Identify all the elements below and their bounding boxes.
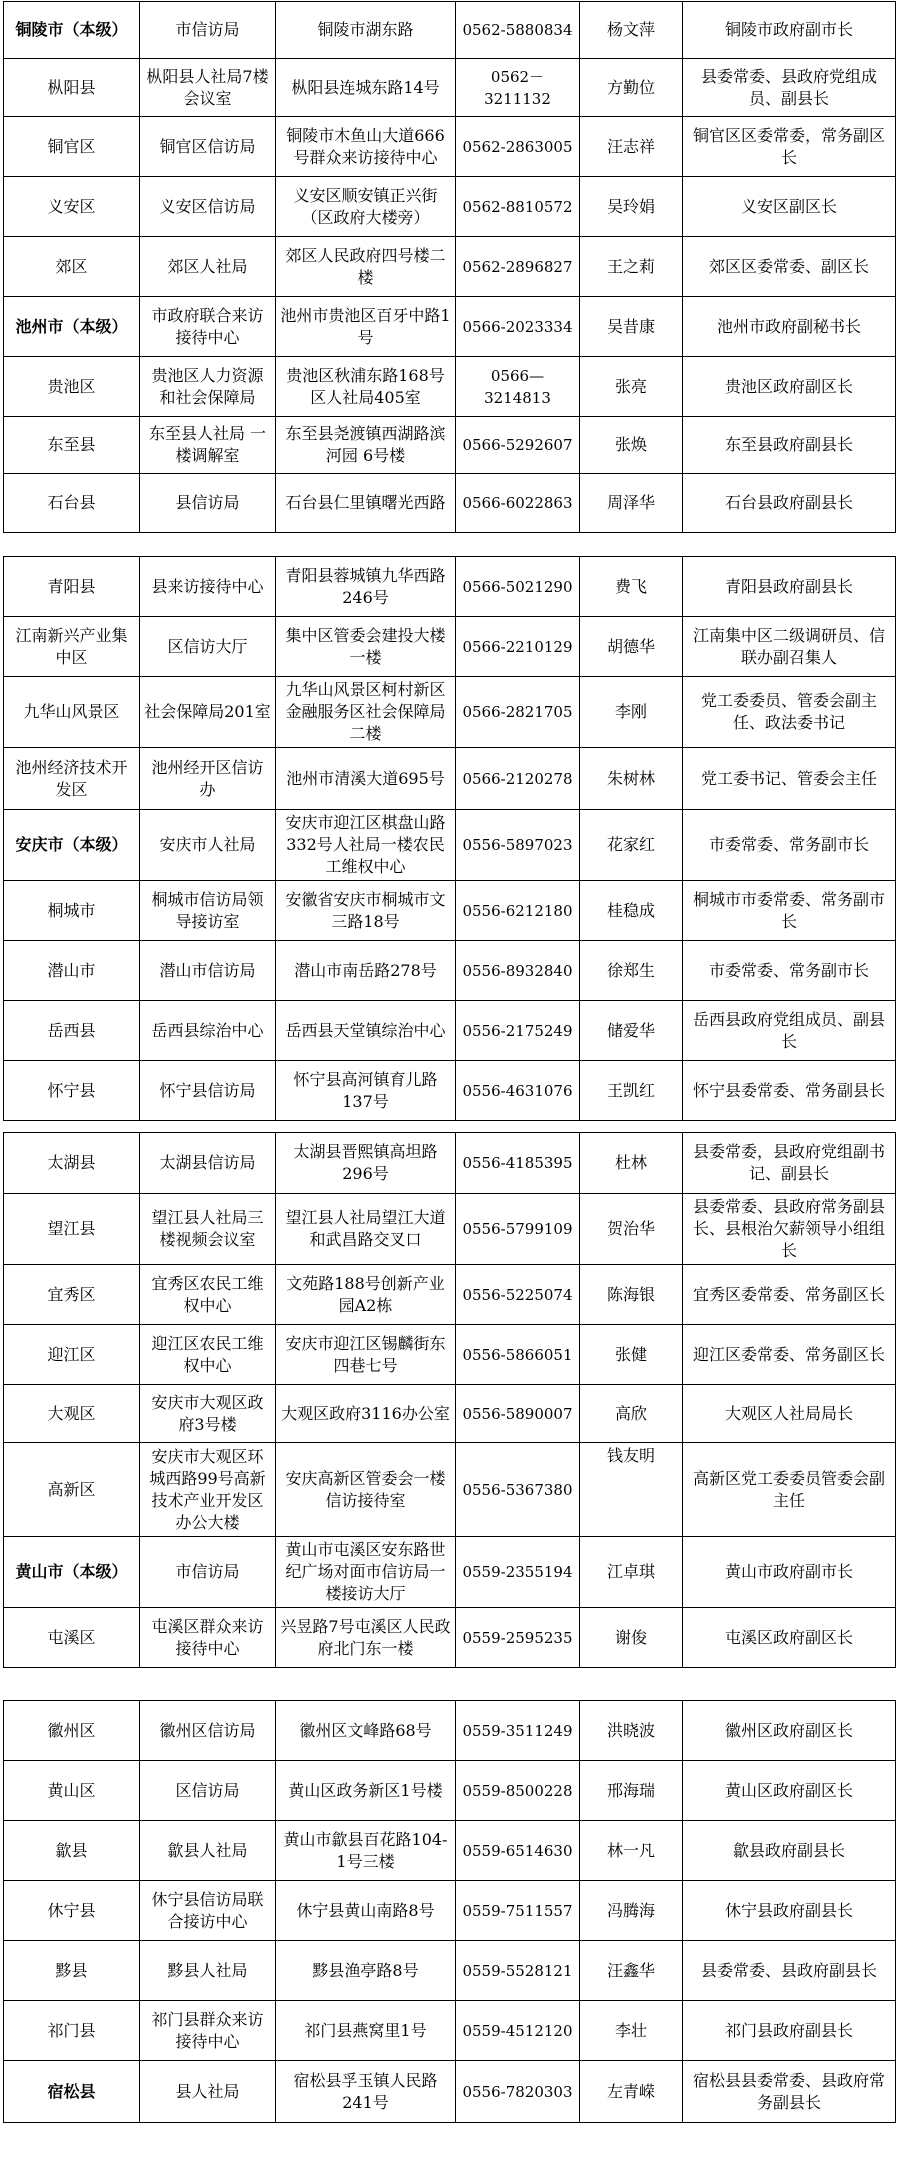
contact-name-cell: 费飞 bbox=[580, 557, 683, 617]
phone-cell: 0559-4512120 bbox=[456, 2001, 580, 2061]
contact-name-cell: 左青嵘 bbox=[580, 2061, 683, 2123]
phone-cell: 0556-2175249 bbox=[456, 1001, 580, 1061]
phone-cell: 0559-6514630 bbox=[456, 1821, 580, 1881]
region-cell: 迎江区 bbox=[4, 1325, 140, 1385]
contact-name-cell: 高欣 bbox=[580, 1385, 683, 1443]
region-cell: 池州市（本级） bbox=[4, 297, 140, 357]
table-row bbox=[4, 117, 896, 177]
position-cell: 市委常委、常务副市长 bbox=[683, 810, 896, 881]
phone-cell: 0559-2595235 bbox=[456, 1608, 580, 1668]
position-cell: 江南集中区二级调研员、信联办副召集人 bbox=[683, 617, 896, 677]
region-cell: 怀宁县 bbox=[4, 1061, 140, 1121]
region-cell: 郊区 bbox=[4, 237, 140, 297]
phone-cell: 0566-5292607 bbox=[456, 417, 580, 474]
phone-cell: 0556-5799109 bbox=[456, 1194, 580, 1265]
office-cell: 迎江区农民工维权中心 bbox=[140, 1325, 276, 1385]
office-cell: 社会保障局201室 bbox=[140, 677, 276, 748]
phone-cell: 0566-6022863 bbox=[456, 474, 580, 533]
table-row bbox=[4, 297, 896, 357]
contact-name-cell: 花家红 bbox=[580, 810, 683, 881]
position-cell: 池州市政府副秘书长 bbox=[683, 297, 896, 357]
position-cell: 宿松县县委常委、县政府常务副县长 bbox=[683, 2061, 896, 2123]
region-cell: 安庆市（本级） bbox=[4, 810, 140, 881]
address-cell: 黄山市歙县百花路104-1号三楼 bbox=[276, 1821, 456, 1881]
address-cell: 徽州区文峰路68号 bbox=[276, 1701, 456, 1761]
address-cell: 东至县尧渡镇西湖路滨河园 6号楼 bbox=[276, 417, 456, 474]
address-cell: 兴昱路7号屯溪区人民政府北门东一楼 bbox=[276, 1608, 456, 1668]
office-cell: 市信访局 bbox=[140, 1537, 276, 1608]
region-cell: 铜陵市（本级） bbox=[4, 2, 140, 59]
phone-cell: 0556-5866051 bbox=[456, 1325, 580, 1385]
address-cell: 安庆高新区管委会一楼信访接待室 bbox=[276, 1443, 456, 1537]
office-cell: 休宁县信访局联合接访中心 bbox=[140, 1881, 276, 1941]
office-cell: 安庆市大观区环城西路99号高新技术产业开发区办公大楼 bbox=[140, 1443, 276, 1537]
position-cell: 岳西县政府党组成员、副县长 bbox=[683, 1001, 896, 1061]
position-cell: 石台县政府副县长 bbox=[683, 474, 896, 533]
office-cell: 怀宁县信访局 bbox=[140, 1061, 276, 1121]
region-cell: 岳西县 bbox=[4, 1001, 140, 1061]
position-cell: 青阳县政府副县长 bbox=[683, 557, 896, 617]
table-row bbox=[4, 1061, 896, 1121]
phone-cell: 0559-8500228 bbox=[456, 1761, 580, 1821]
position-cell: 大观区人社局局长 bbox=[683, 1385, 896, 1443]
phone-cell: 0566—3214813 bbox=[456, 357, 580, 417]
phone-cell: 0562－3211132 bbox=[456, 59, 580, 117]
position-cell: 高新区党工委委员管委会副主任 bbox=[683, 1443, 896, 1537]
table-row bbox=[4, 881, 896, 941]
address-cell: 宿松县孚玉镇人民路241号 bbox=[276, 2061, 456, 2123]
phone-cell: 0556-5367380 bbox=[456, 1443, 580, 1537]
phone-cell: 0556-4185395 bbox=[456, 1133, 580, 1194]
table-row bbox=[4, 1537, 896, 1608]
contact-table-section-2 bbox=[3, 556, 896, 1121]
phone-cell: 0559-3511249 bbox=[456, 1701, 580, 1761]
phone-cell: 0556-5890007 bbox=[456, 1385, 580, 1443]
office-cell: 义安区信访局 bbox=[140, 177, 276, 237]
office-cell: 枞阳县人社局7楼会议室 bbox=[140, 59, 276, 117]
contact-name-cell: 冯腾海 bbox=[580, 1881, 683, 1941]
region-cell: 黄山区 bbox=[4, 1761, 140, 1821]
table-row bbox=[4, 1608, 896, 1668]
office-cell: 区信访局 bbox=[140, 1761, 276, 1821]
table-row bbox=[4, 237, 896, 297]
region-cell: 望江县 bbox=[4, 1194, 140, 1265]
office-cell: 池州经开区信访办 bbox=[140, 748, 276, 810]
region-cell: 枞阳县 bbox=[4, 59, 140, 117]
office-cell: 桐城市信访局领导接访室 bbox=[140, 881, 276, 941]
position-cell: 怀宁县委常委、常务副县长 bbox=[683, 1061, 896, 1121]
office-cell: 潜山市信访局 bbox=[140, 941, 276, 1001]
address-cell: 贵池区秋浦东路168号区人社局405室 bbox=[276, 357, 456, 417]
address-cell: 池州市清溪大道695号 bbox=[276, 748, 456, 810]
address-cell: 枞阳县连城东路14号 bbox=[276, 59, 456, 117]
phone-cell: 0556-4631076 bbox=[456, 1061, 580, 1121]
table-row bbox=[4, 417, 896, 474]
address-cell: 太湖县晋熙镇高坦路296号 bbox=[276, 1133, 456, 1194]
address-cell: 安徽省安庆市桐城市文三路18号 bbox=[276, 881, 456, 941]
position-cell: 歙县政府副县长 bbox=[683, 1821, 896, 1881]
address-cell: 安庆市迎江区锡麟街东四巷七号 bbox=[276, 1325, 456, 1385]
office-cell: 祁门县群众来访接待中心 bbox=[140, 2001, 276, 2061]
address-cell: 文苑路188号创新产业园A2栋 bbox=[276, 1265, 456, 1325]
position-cell: 桐城市市委常委、常务副市长 bbox=[683, 881, 896, 941]
position-cell: 休宁县政府副县长 bbox=[683, 1881, 896, 1941]
office-cell: 县来访接待中心 bbox=[140, 557, 276, 617]
position-cell: 县委常委、县政府副县长 bbox=[683, 1941, 896, 2001]
region-cell: 徽州区 bbox=[4, 1701, 140, 1761]
table-row bbox=[4, 59, 896, 117]
phone-cell: 0559-2355194 bbox=[456, 1537, 580, 1608]
region-cell: 黄山市（本级） bbox=[4, 1537, 140, 1608]
contact-name-cell: 朱树林 bbox=[580, 748, 683, 810]
phone-cell: 0556-5897023 bbox=[456, 810, 580, 881]
table-row bbox=[4, 2001, 896, 2061]
region-cell: 大观区 bbox=[4, 1385, 140, 1443]
region-cell: 歙县 bbox=[4, 1821, 140, 1881]
contact-name-cell: 吴玲娟 bbox=[580, 177, 683, 237]
table-row bbox=[4, 474, 896, 533]
phone-cell: 0566-5021290 bbox=[456, 557, 580, 617]
contact-name-cell: 钱友明 bbox=[580, 1443, 683, 1537]
office-cell: 县人社局 bbox=[140, 2061, 276, 2123]
table-row bbox=[4, 1265, 896, 1325]
address-cell: 青阳县蓉城镇九华西路246号 bbox=[276, 557, 456, 617]
contact-name-cell: 张健 bbox=[580, 1325, 683, 1385]
table-row bbox=[4, 1325, 896, 1385]
contact-name-cell: 林一凡 bbox=[580, 1821, 683, 1881]
table-row bbox=[4, 677, 896, 748]
office-cell: 安庆市大观区政府3号楼 bbox=[140, 1385, 276, 1443]
table-row bbox=[4, 557, 896, 617]
table-row bbox=[4, 617, 896, 677]
phone-cell: 0559-5528121 bbox=[456, 1941, 580, 2001]
table-row bbox=[4, 1385, 896, 1443]
region-cell: 屯溪区 bbox=[4, 1608, 140, 1668]
table-row bbox=[4, 1761, 896, 1821]
contact-name-cell: 杜林 bbox=[580, 1133, 683, 1194]
contact-name-cell: 周泽华 bbox=[580, 474, 683, 533]
address-cell: 铜陵市木鱼山大道666号群众来访接待中心 bbox=[276, 117, 456, 177]
region-cell: 宿松县 bbox=[4, 2061, 140, 2123]
office-cell: 东至县人社局 一楼调解室 bbox=[140, 417, 276, 474]
contact-table-section-3 bbox=[3, 1132, 896, 1668]
contact-name-cell: 汪鑫华 bbox=[580, 1941, 683, 2001]
contact-name-cell: 桂稳成 bbox=[580, 881, 683, 941]
table-row bbox=[4, 1701, 896, 1761]
office-cell: 太湖县信访局 bbox=[140, 1133, 276, 1194]
contact-name-cell: 吴昔康 bbox=[580, 297, 683, 357]
address-cell: 黄山区政务新区1号楼 bbox=[276, 1761, 456, 1821]
table-row bbox=[4, 1821, 896, 1881]
office-cell: 铜官区信访局 bbox=[140, 117, 276, 177]
position-cell: 县委常委、县政府党组成员、副县长 bbox=[683, 59, 896, 117]
contact-name-cell: 陈海银 bbox=[580, 1265, 683, 1325]
table-row bbox=[4, 1881, 896, 1941]
address-cell: 潜山市南岳路278号 bbox=[276, 941, 456, 1001]
address-cell: 铜陵市湖东路 bbox=[276, 2, 456, 59]
office-cell: 区信访大厅 bbox=[140, 617, 276, 677]
table-row bbox=[4, 2061, 896, 2123]
address-cell: 集中区管委会建投大楼一楼 bbox=[276, 617, 456, 677]
position-cell: 党工委书记、管委会主任 bbox=[683, 748, 896, 810]
phone-cell: 0556-8932840 bbox=[456, 941, 580, 1001]
phone-cell: 0566-2821705 bbox=[456, 677, 580, 748]
region-cell: 义安区 bbox=[4, 177, 140, 237]
contact-table-section-1 bbox=[3, 1, 896, 533]
position-cell: 县委常委，县政府党组副书记、副县长 bbox=[683, 1133, 896, 1194]
contact-name-cell: 张亮 bbox=[580, 357, 683, 417]
position-cell: 郊区区委常委、副区长 bbox=[683, 237, 896, 297]
office-cell: 贵池区人力资源和社会保障局 bbox=[140, 357, 276, 417]
office-cell: 望江县人社局三楼视频会议室 bbox=[140, 1194, 276, 1265]
address-cell: 岳西县天堂镇综治中心 bbox=[276, 1001, 456, 1061]
contact-name-cell: 王凯红 bbox=[580, 1061, 683, 1121]
position-cell: 屯溪区政府副区长 bbox=[683, 1608, 896, 1668]
contact-name-cell: 江卓琪 bbox=[580, 1537, 683, 1608]
address-cell: 安庆市迎江区棋盘山路332号人社局一楼农民工维权中心 bbox=[276, 810, 456, 881]
table-row bbox=[4, 1194, 896, 1265]
contact-name-cell: 储爱华 bbox=[580, 1001, 683, 1061]
address-cell: 休宁县黄山南路8号 bbox=[276, 1881, 456, 1941]
contact-name-cell: 胡德华 bbox=[580, 617, 683, 677]
position-cell: 东至县政府副县长 bbox=[683, 417, 896, 474]
office-cell: 县信访局 bbox=[140, 474, 276, 533]
phone-cell: 0562-8810572 bbox=[456, 177, 580, 237]
table-row bbox=[4, 177, 896, 237]
address-cell: 池州市贵池区百牙中路1号 bbox=[276, 297, 456, 357]
contact-table-section-4 bbox=[3, 1700, 896, 2123]
region-cell: 九华山风景区 bbox=[4, 677, 140, 748]
table-row bbox=[4, 2, 896, 59]
office-cell: 市政府联合来访接待中心 bbox=[140, 297, 276, 357]
phone-cell: 0556-7820303 bbox=[456, 2061, 580, 2123]
contact-name-cell: 洪晓波 bbox=[580, 1701, 683, 1761]
table-row bbox=[4, 357, 896, 417]
phone-cell: 0556-5225074 bbox=[456, 1265, 580, 1325]
contact-name-cell: 李刚 bbox=[580, 677, 683, 748]
contact-name-cell: 汪志祥 bbox=[580, 117, 683, 177]
position-cell: 铜官区区委常委，常务副区长 bbox=[683, 117, 896, 177]
position-cell: 黄山市政府副市长 bbox=[683, 1537, 896, 1608]
phone-cell: 0562-2896827 bbox=[456, 237, 580, 297]
address-cell: 怀宁县高河镇育儿路137号 bbox=[276, 1061, 456, 1121]
office-cell: 岳西县综治中心 bbox=[140, 1001, 276, 1061]
position-cell: 铜陵市政府副市长 bbox=[683, 2, 896, 59]
region-cell: 黟县 bbox=[4, 1941, 140, 2001]
region-cell: 潜山市 bbox=[4, 941, 140, 1001]
office-cell: 黟县人社局 bbox=[140, 1941, 276, 2001]
contact-name-cell: 邢海瑞 bbox=[580, 1761, 683, 1821]
office-cell: 歙县人社局 bbox=[140, 1821, 276, 1881]
address-cell: 石台县仁里镇曙光西路 bbox=[276, 474, 456, 533]
phone-cell: 0566-2120278 bbox=[456, 748, 580, 810]
office-cell: 宜秀区农民工维权中心 bbox=[140, 1265, 276, 1325]
region-cell: 休宁县 bbox=[4, 1881, 140, 1941]
address-cell: 义安区顺安镇正兴街（区政府大楼旁） bbox=[276, 177, 456, 237]
region-cell: 石台县 bbox=[4, 474, 140, 533]
region-cell: 桐城市 bbox=[4, 881, 140, 941]
contact-name-cell: 贺治华 bbox=[580, 1194, 683, 1265]
table-row bbox=[4, 1941, 896, 2001]
contact-name-cell: 徐郑生 bbox=[580, 941, 683, 1001]
table-row bbox=[4, 1133, 896, 1194]
position-cell: 宜秀区委常委、常务副区长 bbox=[683, 1265, 896, 1325]
table-row bbox=[4, 941, 896, 1001]
position-cell: 贵池区政府副区长 bbox=[683, 357, 896, 417]
position-cell: 迎江区委常委、常务副区长 bbox=[683, 1325, 896, 1385]
office-cell: 市信访局 bbox=[140, 2, 276, 59]
contact-name-cell: 杨文萍 bbox=[580, 2, 683, 59]
address-cell: 九华山风景区柯村新区金融服务区社会保障局二楼 bbox=[276, 677, 456, 748]
address-cell: 郊区人民政府四号楼二楼 bbox=[276, 237, 456, 297]
position-cell: 党工委委员、管委会副主任、政法委书记 bbox=[683, 677, 896, 748]
region-cell: 贵池区 bbox=[4, 357, 140, 417]
phone-cell: 0562-5880834 bbox=[456, 2, 580, 59]
table-row bbox=[4, 748, 896, 810]
phone-cell: 0562-2863005 bbox=[456, 117, 580, 177]
position-cell: 义安区副区长 bbox=[683, 177, 896, 237]
contact-name-cell: 王之莉 bbox=[580, 237, 683, 297]
region-cell: 太湖县 bbox=[4, 1133, 140, 1194]
address-cell: 黄山市屯溪区安东路世纪广场对面市信访局一楼接访大厅 bbox=[276, 1537, 456, 1608]
contact-name-cell: 李壮 bbox=[580, 2001, 683, 2061]
position-cell: 徽州区政府副区长 bbox=[683, 1701, 896, 1761]
position-cell: 黄山区政府副区长 bbox=[683, 1761, 896, 1821]
address-cell: 黟县渔亭路8号 bbox=[276, 1941, 456, 2001]
position-cell: 县委常委、县政府常务副县长、县根治欠薪领导小组组长 bbox=[683, 1194, 896, 1265]
region-cell: 东至县 bbox=[4, 417, 140, 474]
region-cell: 宜秀区 bbox=[4, 1265, 140, 1325]
region-cell: 铜官区 bbox=[4, 117, 140, 177]
contact-name-cell: 方勤位 bbox=[580, 59, 683, 117]
office-cell: 郊区人社局 bbox=[140, 237, 276, 297]
position-cell: 祁门县政府副县长 bbox=[683, 2001, 896, 2061]
table-row bbox=[4, 1443, 896, 1537]
region-cell: 高新区 bbox=[4, 1443, 140, 1537]
address-cell: 望江县人社局望江大道和武昌路交叉口 bbox=[276, 1194, 456, 1265]
phone-cell: 0566-2210129 bbox=[456, 617, 580, 677]
office-cell: 徽州区信访局 bbox=[140, 1701, 276, 1761]
address-cell: 大观区政府3116办公室 bbox=[276, 1385, 456, 1443]
phone-cell: 0556-6212180 bbox=[456, 881, 580, 941]
region-cell: 江南新兴产业集中区 bbox=[4, 617, 140, 677]
address-cell: 祁门县燕窝里1号 bbox=[276, 2001, 456, 2061]
region-cell: 青阳县 bbox=[4, 557, 140, 617]
phone-cell: 0566-2023334 bbox=[456, 297, 580, 357]
position-cell: 市委常委、常务副市长 bbox=[683, 941, 896, 1001]
region-cell: 池州经济技术开发区 bbox=[4, 748, 140, 810]
table-row bbox=[4, 810, 896, 881]
table-row bbox=[4, 1001, 896, 1061]
contact-name-cell: 谢俊 bbox=[580, 1608, 683, 1668]
phone-cell: 0559-7511557 bbox=[456, 1881, 580, 1941]
office-cell: 安庆市人社局 bbox=[140, 810, 276, 881]
region-cell: 祁门县 bbox=[4, 2001, 140, 2061]
contact-name-cell: 张焕 bbox=[580, 417, 683, 474]
office-cell: 屯溪区群众来访接待中心 bbox=[140, 1608, 276, 1668]
